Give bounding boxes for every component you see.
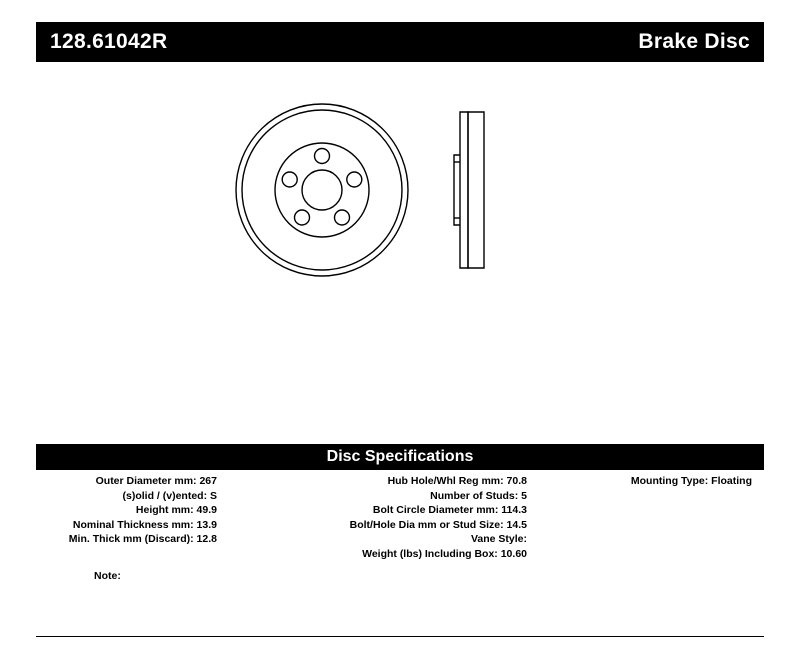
spec-item: Height mm: 49.9 [135, 504, 217, 517]
spec-item: Number of Studs: 5 [430, 489, 527, 502]
rotor-hub-hole [302, 170, 342, 210]
spec-column-left [36, 474, 221, 584]
spec-section-title: Disc Specifications [326, 448, 474, 465]
spec-item: Vane Style: [470, 533, 527, 546]
spec-item: Outer Diameter mm: 267 [95, 475, 217, 487]
note-row [36, 570, 764, 582]
rotor-edge-view [454, 112, 484, 268]
rotor-outer-circle [236, 104, 408, 276]
stud-hole [295, 210, 310, 225]
stud-hole [335, 210, 350, 225]
spec-item: Bolt Circle Diameter mm: 114.3 [372, 504, 527, 517]
spec-item: Weight (lbs) Including Box: 10.60 [362, 547, 527, 560]
spec-column-middle [221, 474, 531, 584]
rotor-inner-edge-circle [242, 110, 402, 270]
header-bar [36, 22, 764, 62]
spec-section-header [36, 444, 764, 470]
rotor-edge-hat-wall [460, 112, 468, 268]
spec-item: (s)olid / (v)ented: S [122, 489, 217, 502]
spec-item: Bolt/Hole Dia mm or Stud Size: 14.5 [349, 518, 527, 531]
part-number: 128.61042R [50, 30, 168, 53]
rotor-drawing [36, 80, 764, 410]
rotor-drawing-svg [36, 80, 764, 410]
rotor-edge-friction-ring [468, 112, 484, 268]
spec-item: Min. Thick mm (Discard): 12.8 [68, 533, 217, 546]
note-label: Note: [94, 570, 121, 582]
rotor-edge-hat-flange [454, 155, 460, 225]
page-title: Brake Disc [638, 30, 750, 53]
stud-hole [315, 149, 330, 164]
bottom-divider [36, 636, 764, 637]
spec-item: Hub Hole/Whl Reg mm: 70.8 [387, 475, 527, 487]
stud-hole [347, 172, 362, 187]
rotor-hat-circle [275, 143, 369, 237]
spec-columns [36, 474, 764, 584]
stud-hole [282, 172, 297, 187]
spec-column-right [531, 474, 764, 584]
spec-item: Mounting Type: Floating [630, 475, 752, 487]
spec-item: Nominal Thickness mm: 13.9 [72, 518, 217, 531]
